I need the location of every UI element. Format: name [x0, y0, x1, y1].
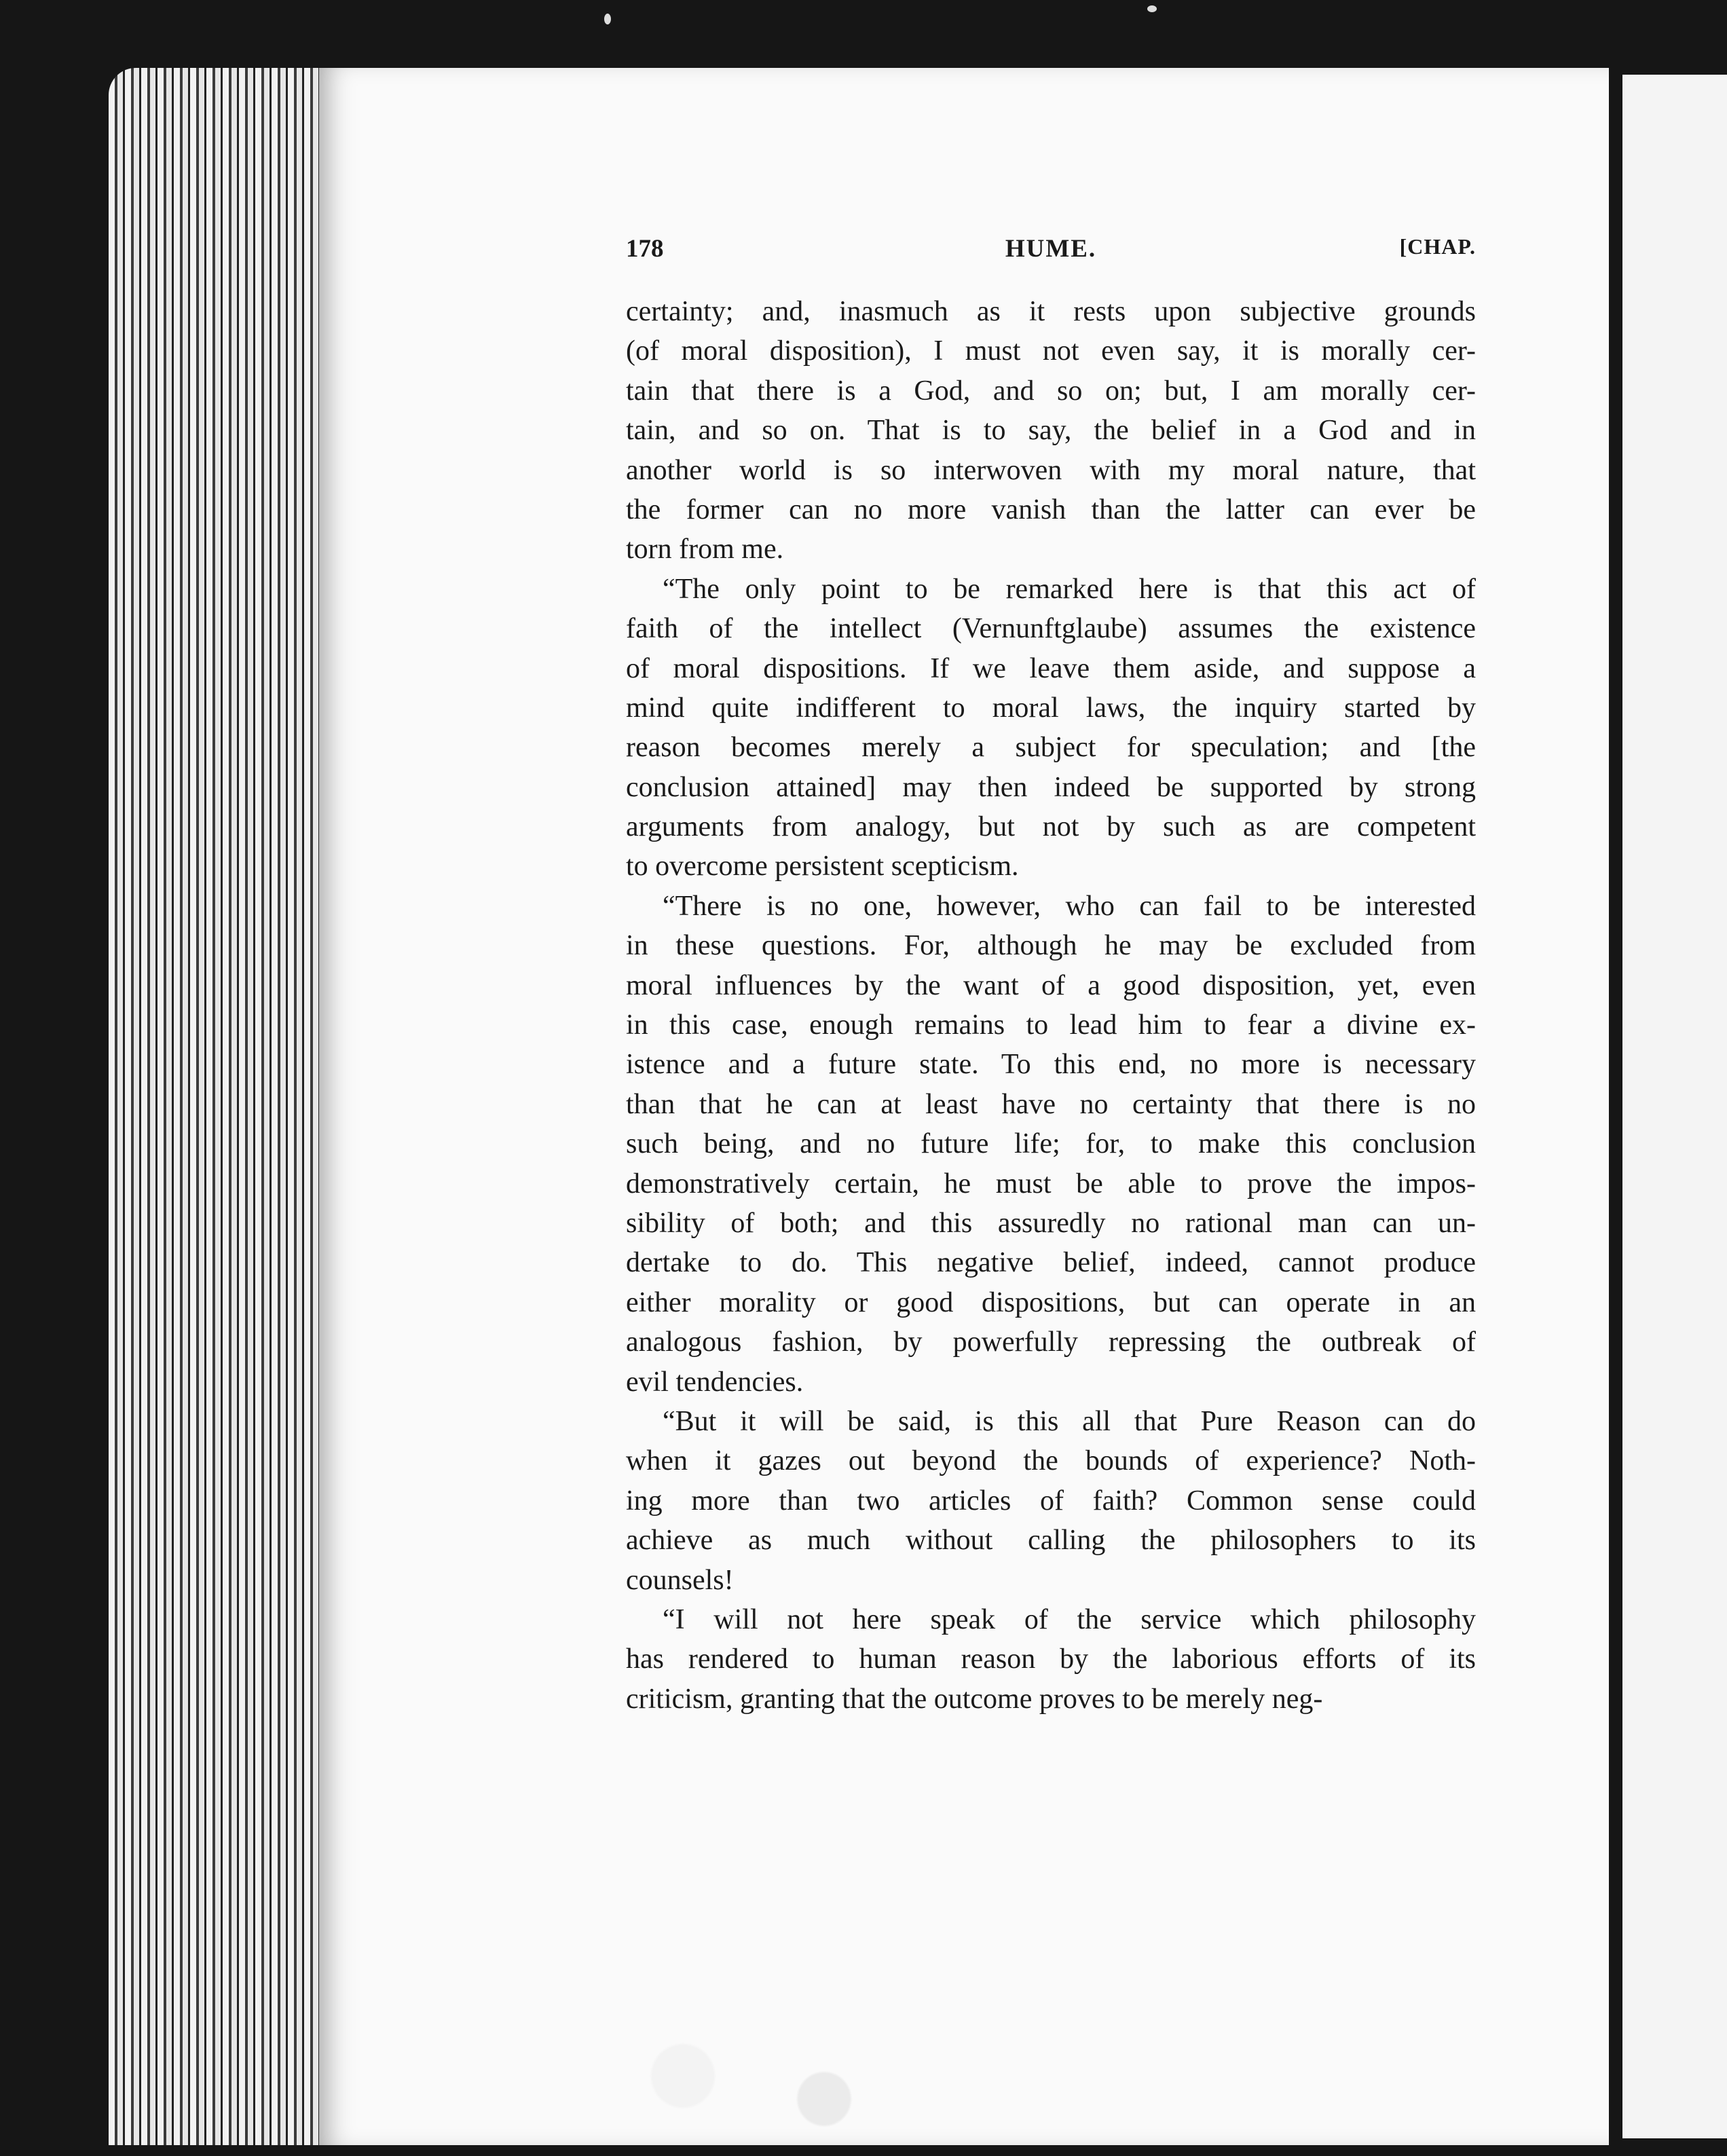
body-text	[626, 292, 1476, 1719]
text-line: “But it will be said, is this all that Pure Reason can do	[663, 1405, 1476, 1437]
text-line: reason becomes merely a subject for speculation; and [the	[626, 732, 1476, 764]
text-line: demonstratively certain, he must be able to prove the impos-	[626, 1168, 1476, 1200]
text-line: dertake to do. This negative belief, indeed, cannot produce	[626, 1247, 1476, 1279]
text-line: tain that there is a God, and so on; but, I am morally cer-	[626, 375, 1476, 407]
page-header	[626, 234, 1476, 268]
text-line: torn from me.	[626, 534, 784, 565]
text-line: (of moral disposition), I must not even say, it is morally cer-	[626, 335, 1476, 367]
text-line: has rendered to human reason by the laborious efforts of its	[626, 1643, 1476, 1675]
text-line: tain, and so on. That is to say, the belief in a God and in	[626, 415, 1476, 447]
text-line: when it gazes out beyond the bounds of experience? Noth-	[626, 1445, 1476, 1477]
text-line: “There is no one, however, who can fail to be interested	[663, 890, 1476, 922]
text-line: moral influences by the want of a good disposition, yet, even	[626, 969, 1476, 1001]
text-line: another world is so interwoven with my moral nature, that	[626, 454, 1476, 486]
text-line: faith of the intellect (Vernunftglaube) assumes the existence	[626, 613, 1476, 645]
text-line: such being, and no future life; for, to make this conclusion	[626, 1128, 1476, 1160]
text-line: achieve as much without calling the philosophers to its	[626, 1525, 1476, 1557]
text-line: analogous fashion, by powerfully repressing the outbreak of	[626, 1326, 1476, 1358]
text-line: mind quite indifferent to moral laws, the inquiry started by	[626, 692, 1476, 724]
text-line: counsels!	[626, 1564, 734, 1596]
text-line: certainty; and, inasmuch as it rests upon subjective grounds	[626, 296, 1476, 327]
text-line: than that he can at least have no certainty that there is no	[626, 1088, 1476, 1120]
text-line: in this case, enough remains to lead him to fear a divine ex-	[626, 1009, 1476, 1041]
text-line: “The only point to be remarked here is that this act of	[663, 573, 1476, 605]
page-number: 178	[626, 235, 664, 263]
text-line: sibility of both; and this assuredly no rational man can un-	[626, 1207, 1476, 1239]
running-head: HUME.	[1005, 235, 1097, 263]
paragraph	[626, 1402, 1476, 1600]
paragraph	[626, 887, 1476, 1402]
text-line: of moral dispositions. If we leave them aside, and suppose a	[626, 652, 1476, 684]
scan-specks	[584, 0, 1168, 41]
text-line: istence and a future state. To this end, no more is necessary	[626, 1049, 1476, 1081]
facing-page-edge	[1622, 75, 1727, 2138]
text-line: conclusion attained] may then indeed be supported by strong	[626, 771, 1476, 803]
chapter-mark: [CHAP.	[1399, 234, 1476, 259]
book-page-edges	[109, 68, 333, 2145]
paragraph	[626, 570, 1476, 887]
text-line: the former can no more vanish than the latter can ever be	[626, 494, 1476, 525]
text-line: criticism, granting that the outcome proves to be merely neg-	[626, 1683, 1323, 1715]
text-line: either morality or good dispositions, but can operate in an	[626, 1286, 1476, 1318]
text-line: arguments from analogy, but not by such as are competent	[626, 811, 1476, 843]
scan-noise	[577, 2030, 930, 2145]
text-line: to overcome persistent scepticism.	[626, 851, 1019, 882]
text-line: ing more than two articles of faith? Common sense could	[626, 1485, 1476, 1517]
text-line: evil tendencies.	[626, 1366, 804, 1398]
text-line: in these questions. For, although he may be excluded from	[626, 930, 1476, 962]
paragraph	[626, 292, 1476, 570]
text-line: “I will not here speak of the service which philosophy	[663, 1603, 1476, 1635]
paragraph	[626, 1600, 1476, 1719]
